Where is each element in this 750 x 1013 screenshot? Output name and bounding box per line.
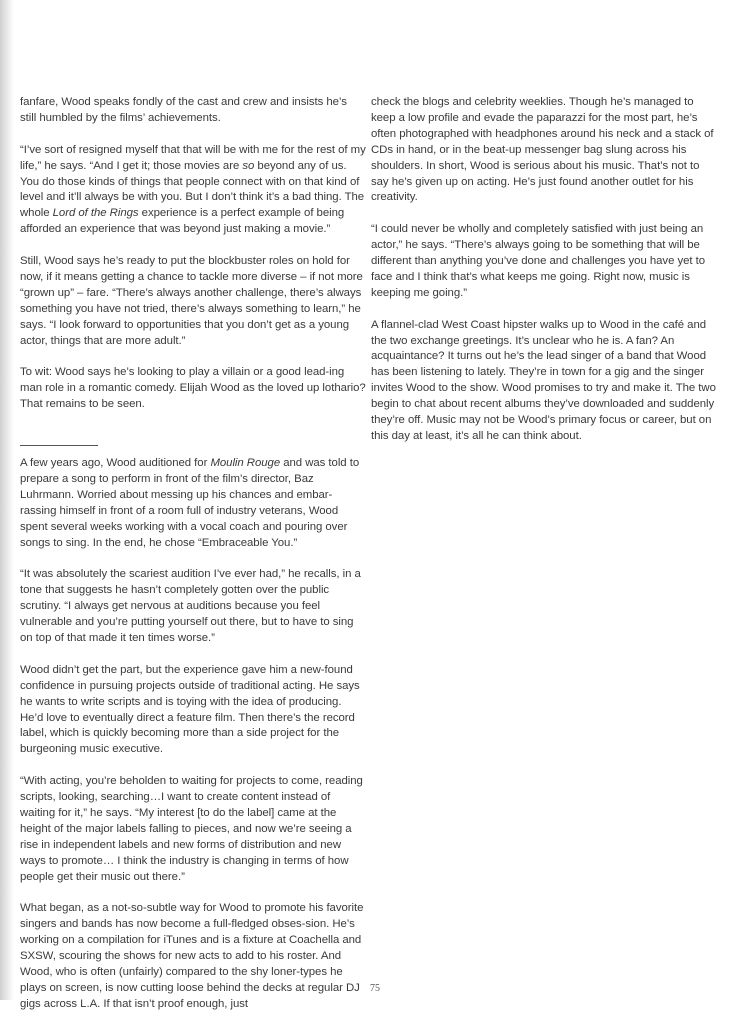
paragraph [20,254,366,349]
paragraph [371,222,719,302]
text-run: check the blogs and celebrity weeklies. Though he’s managed to keep a low profile and evade the paparazzi for the most part, he’s often photographed with headphones around his neck and a stack of CDs in hand, or in the beat-up messenger bag slung across his shoulders. In short, Wood is serious about his music. That’s not to say he’s given up on acting. He’s just found another outlet for his creativity. [371,96,714,204]
text-run: Wood didn’t get the part, but the experience gave him a new-found confidence in pursuing projects outside of traditional acting. He says he wants to write scripts and is toying with the idea of producing. He’d love to eventually direct a feature film. Then there’s the record label, which is quickly becoming more than a side project for the burgeoning music executive. [20,663,360,756]
text-run: To wit: Wood says he’s looking to play a villain or a good lead-ing man role in a romantic comedy. Elijah Wood as the loved up lothario? That remains to be seen. [20,366,366,411]
text-run: “I could never be wholly and completely satisfied with just being an actor,” he says. “There’s always going to be something that will be different than anything you’ve done and challenges you have yet to face and I think that’s what keeps me going. Right now, music is keeping me going.” [371,223,706,299]
text-run: beyond any of us. You do those kinds of things that people connect with on that kind of level and it’ll always be with you. But I don’t think it’s a bad thing. The whole [20,159,365,220]
paragraph [20,456,366,551]
text-run: “With acting, you’re beholden to waiting for projects to come, reading scripts, looking, searching…I want to create content instead of waiting for it,” he says. “My interest [to do the label] came at the height of the major labels falling to pieces, and now we’re seeing a rise in independent labels and new forms of distribution and new ways to promote… I think the industry is changing in terms of how people get their music out there.” [20,775,363,883]
paragraph [371,318,719,445]
text-run: What began, as a not-so-subtle way for Wood to promote his favorite singers and bands has now become a full-fledged obses-sion. He’s working on a compilation for iTunes and is a fixture at Coachella and SXSW, scouring the shows for new acts to add to his roster. And Wood, who is often (unfairly) compared to the shy loner-types he plays on screen, is now cutting loose behind the decks at regular DJ gigs across L.A. If that isn’t proof enough, just [20,902,364,1010]
paragraph [20,663,366,758]
right-column [371,95,719,445]
paragraph [371,95,719,206]
book-gutter-shadow [0,0,14,1000]
paragraph [20,901,366,1012]
section-divider [20,445,98,446]
paragraph [20,143,366,238]
paragraph [20,774,366,885]
left-column-section-1 [20,95,366,413]
right-column-body [371,95,719,445]
page-number: 75 [370,983,380,994]
text-run: A flannel-clad West Coast hipster walks up to Wood in the café and the two exchange greetings. It’s unclear who he is. A fan? An acquaintance? It turns out he’s the lead singer of a band that Wood has been listening to lately. They’re in town for a gig and the singer invites Wood to the show. Wood promises to try and make it. The two begin to chat about recent albums they’ve downloaded and suddenly they’re off. Music may not be Wood’s primary focus or career, but on this day at least, it’s all he can think about. [371,318,716,442]
text-run: Still, Wood says he’s ready to put the blockbuster roles on hold for now, if it means getting a chance to tackle more diverse – if not more “grown up” – fare. “There’s always another challenge, there’s always something you have not tried, there’s always something to learn,” he says. “I look forward to opportunities that you don’t get as a young actor, things that are more adult.” [20,255,363,347]
paragraph [20,567,366,647]
paragraph [20,365,366,413]
italic-title-text: Lord of the Rings [52,207,139,220]
left-column [20,95,366,1013]
text-run: experience is a perfect example of being afforded an experience that was beyond just making a movie.” [20,207,345,236]
left-column-section-2 [20,456,366,1013]
text-run: “It was absolutely the scariest audition I’ve ever had,” he recalls, in a tone that suggests he hasn’t completely gotten over the public scrutiny. “I always get nervous at auditions because you feel vulnerable and you’re putting yourself out there, but to have to sing on top of that made it ten times worse.” [20,568,361,645]
text-run: “I’ve sort of resigned myself that that will be with me for the rest of my life,” he says. “And I get it; those movies are [20,143,366,172]
text-run: A few years ago, Wood auditioned for [20,457,211,470]
italic-title-text: Moulin Rouge [210,457,281,470]
text-run: fanfare, Wood speaks fondly of the cast and crew and insists he’s still humbled by the films’ achievements. [20,96,347,124]
paragraph [20,95,366,127]
italic-title-text: so [242,159,255,172]
text-run: and was told to prepare a song to perform in front of the film’s director, Baz Luhrmann. Worried about messing up his chances and embar-rassing himself in front of a room full of industry veterans, Wood spent several weeks working with a vocal coach and pouring over songs to sing. In the end, he chose “Embraceable You.” [20,457,360,549]
